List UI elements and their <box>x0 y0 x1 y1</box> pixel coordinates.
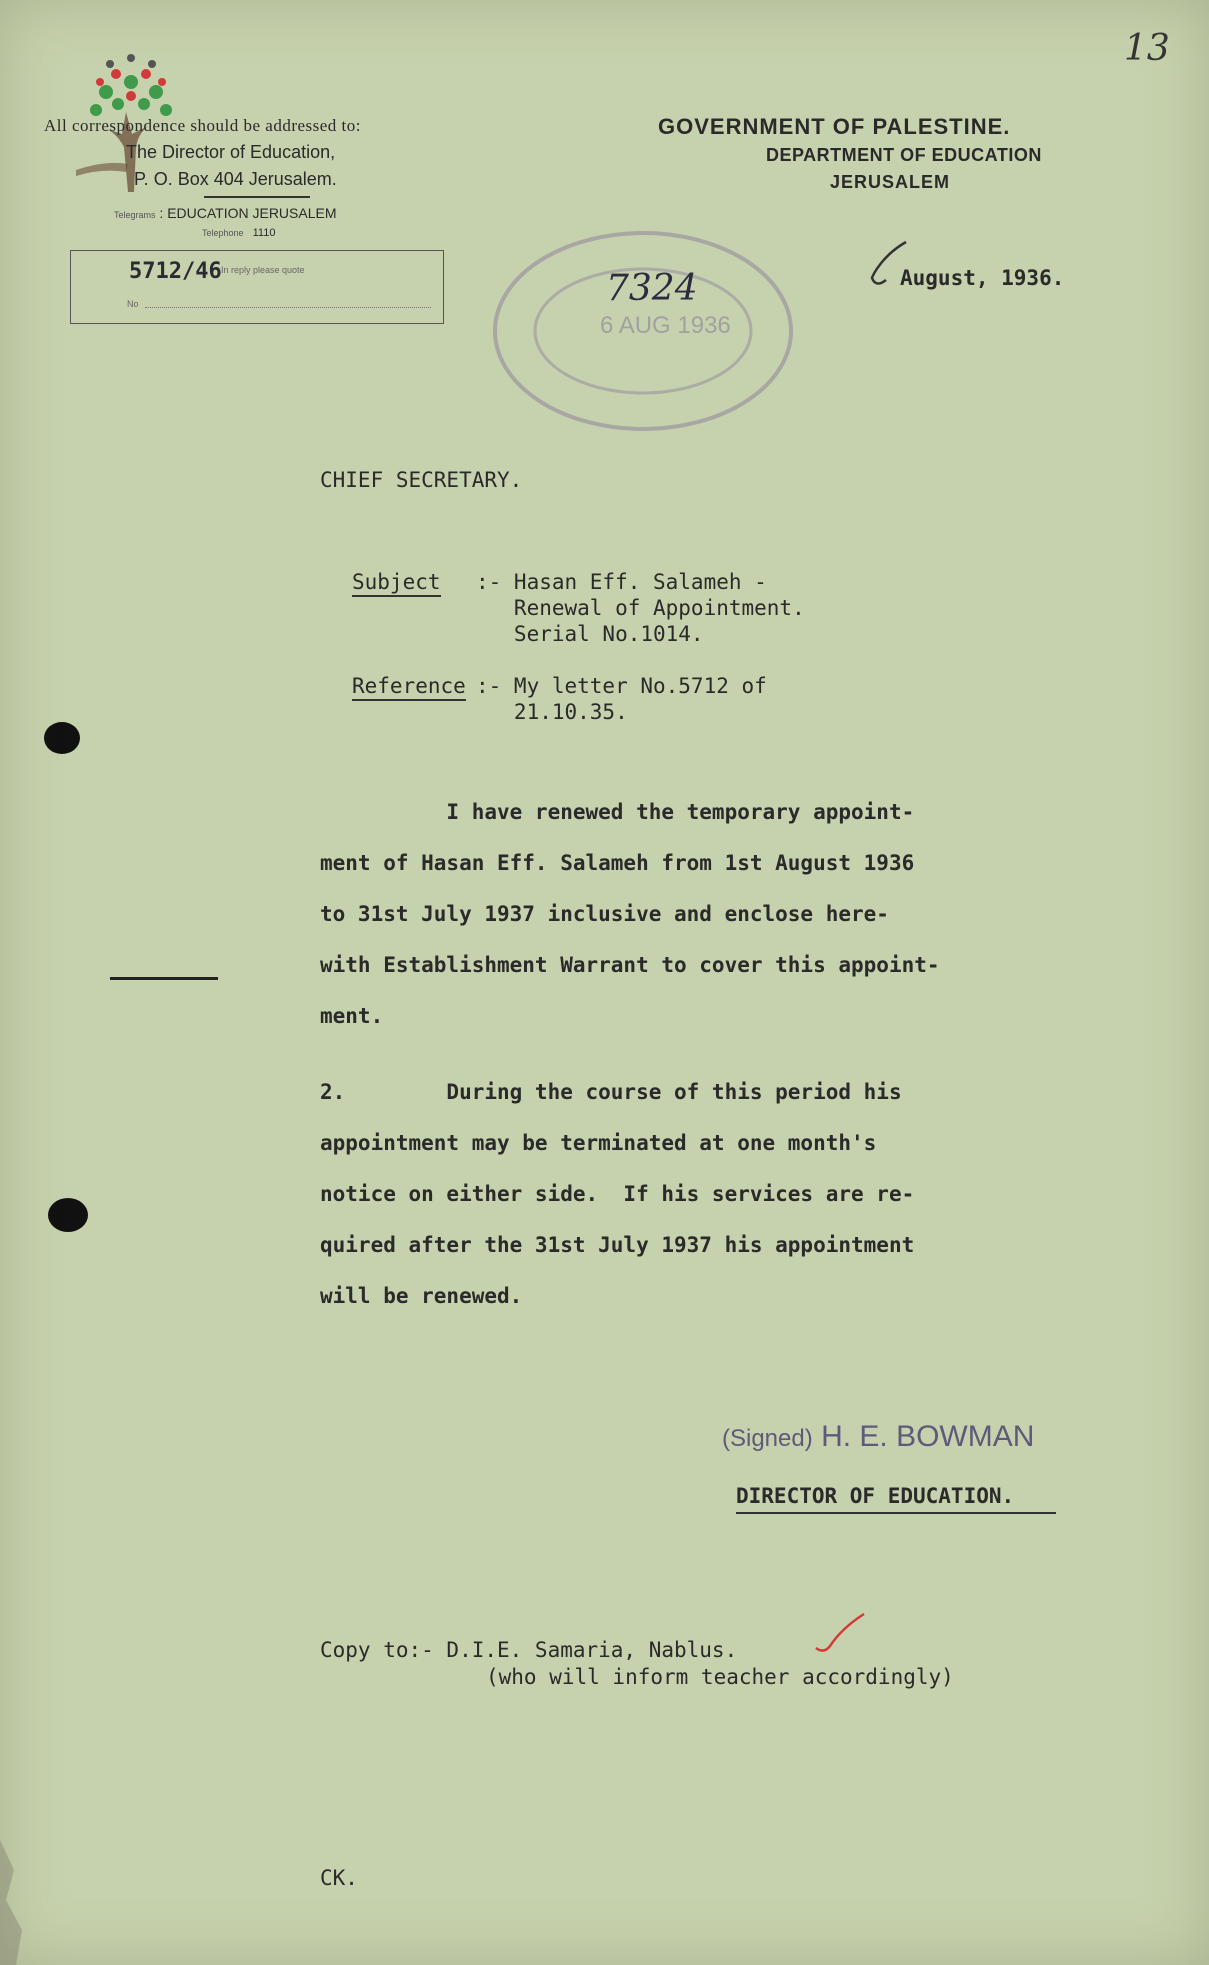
signature-stamp <box>722 1420 1034 1454</box>
paragraph2-line-3: notice on either side. If his services are re- <box>320 1182 915 1206</box>
paragraph2-line-1: 2. During the course of this period his <box>320 1080 902 1104</box>
signatory-underline <box>736 1512 1056 1514</box>
page-number: 13 <box>1124 28 1170 69</box>
reference-label-row <box>352 674 466 701</box>
typist-initials: CK. <box>320 1866 358 1890</box>
reference-line-2: 21.10.35. <box>476 700 628 724</box>
telephone-value: 1110 <box>252 227 276 239</box>
department-heading: DEPARTMENT OF EDUCATION <box>766 145 1042 165</box>
address-divider <box>204 196 310 198</box>
ref-dotted-line <box>145 307 431 308</box>
signatory-title: DIRECTOR OF EDUCATION. <box>736 1484 1015 1508</box>
punch-hole-bottom <box>48 1198 88 1232</box>
address-po-box: P. O. Box 404 Jerusalem. <box>134 169 337 189</box>
letter-date: August, 1936. <box>900 266 1065 290</box>
reply-note: In reply please quote <box>221 265 305 275</box>
signature-name: H. E. BOWMAN <box>821 1420 1035 1453</box>
addressee: CHIEF SECRETARY. <box>320 468 523 492</box>
margin-mark <box>110 977 218 980</box>
subject-line-2: Renewal of Appointment. <box>476 596 805 620</box>
reference-line-1: :- My letter No.5712 of <box>476 674 767 698</box>
stamp-date: 6 AUG 1936 <box>600 312 731 339</box>
subject-line-3: Serial No.1014. <box>476 622 704 646</box>
punch-hole-top <box>44 722 80 754</box>
torn-corner <box>0 1840 70 1965</box>
paragraph2-line-4: quired after the 31st July 1937 his appointment <box>320 1233 915 1257</box>
paragraph2-line-5: will be renewed. <box>320 1284 523 1308</box>
ref-no-label: No <box>127 299 139 309</box>
reference-number: 5712/46 <box>129 259 222 284</box>
city-heading: JERUSALEM <box>830 172 951 192</box>
copy-to-note: (who will inform teacher accordingly) <box>486 1665 954 1689</box>
government-heading: GOVERNMENT OF PALESTINE. <box>658 114 1011 139</box>
telegrams-value: EDUCATION JERUSALEM <box>167 205 337 221</box>
paragraph1-line-5: ment. <box>320 1004 384 1028</box>
paragraph1-line-2: ment of Hasan Eff. Salameh from 1st August 1936 <box>320 851 915 875</box>
copy-to-line: Copy to:- D.I.E. Samaria, Nablus. <box>320 1638 738 1662</box>
signature-prefix: (Signed) <box>722 1425 813 1452</box>
telegrams-line: Telegrams : EDUCATION JERUSALEM <box>114 205 337 221</box>
subject-label: Subject <box>352 570 441 597</box>
paragraph1-line-3: to 31st July 1937 inclusive and enclose here- <box>320 902 889 926</box>
reference-box <box>70 250 444 324</box>
subject-line-1: :- Hasan Eff. Salameh - <box>476 570 767 594</box>
reference-label: Reference <box>352 674 466 701</box>
address-director: The Director of Education, <box>126 142 336 162</box>
telephone-line <box>202 227 275 239</box>
subject-label-row <box>352 570 441 597</box>
paragraph2-line-2: appointment may be terminated at one month's <box>320 1131 877 1155</box>
address-instruction: All correspondence should be addressed to: <box>44 116 361 135</box>
red-check-mark-icon <box>812 1610 872 1660</box>
stamp-registry-number: 7324 <box>606 268 698 309</box>
paragraph1-line-1: I have renewed the temporary appoint- <box>320 800 915 824</box>
paragraph1-line-4: with Establishment Warrant to cover this appoint- <box>320 953 940 977</box>
telephone-label: Telephone <box>202 228 244 238</box>
telegrams-label: Telegrams <box>114 210 156 220</box>
